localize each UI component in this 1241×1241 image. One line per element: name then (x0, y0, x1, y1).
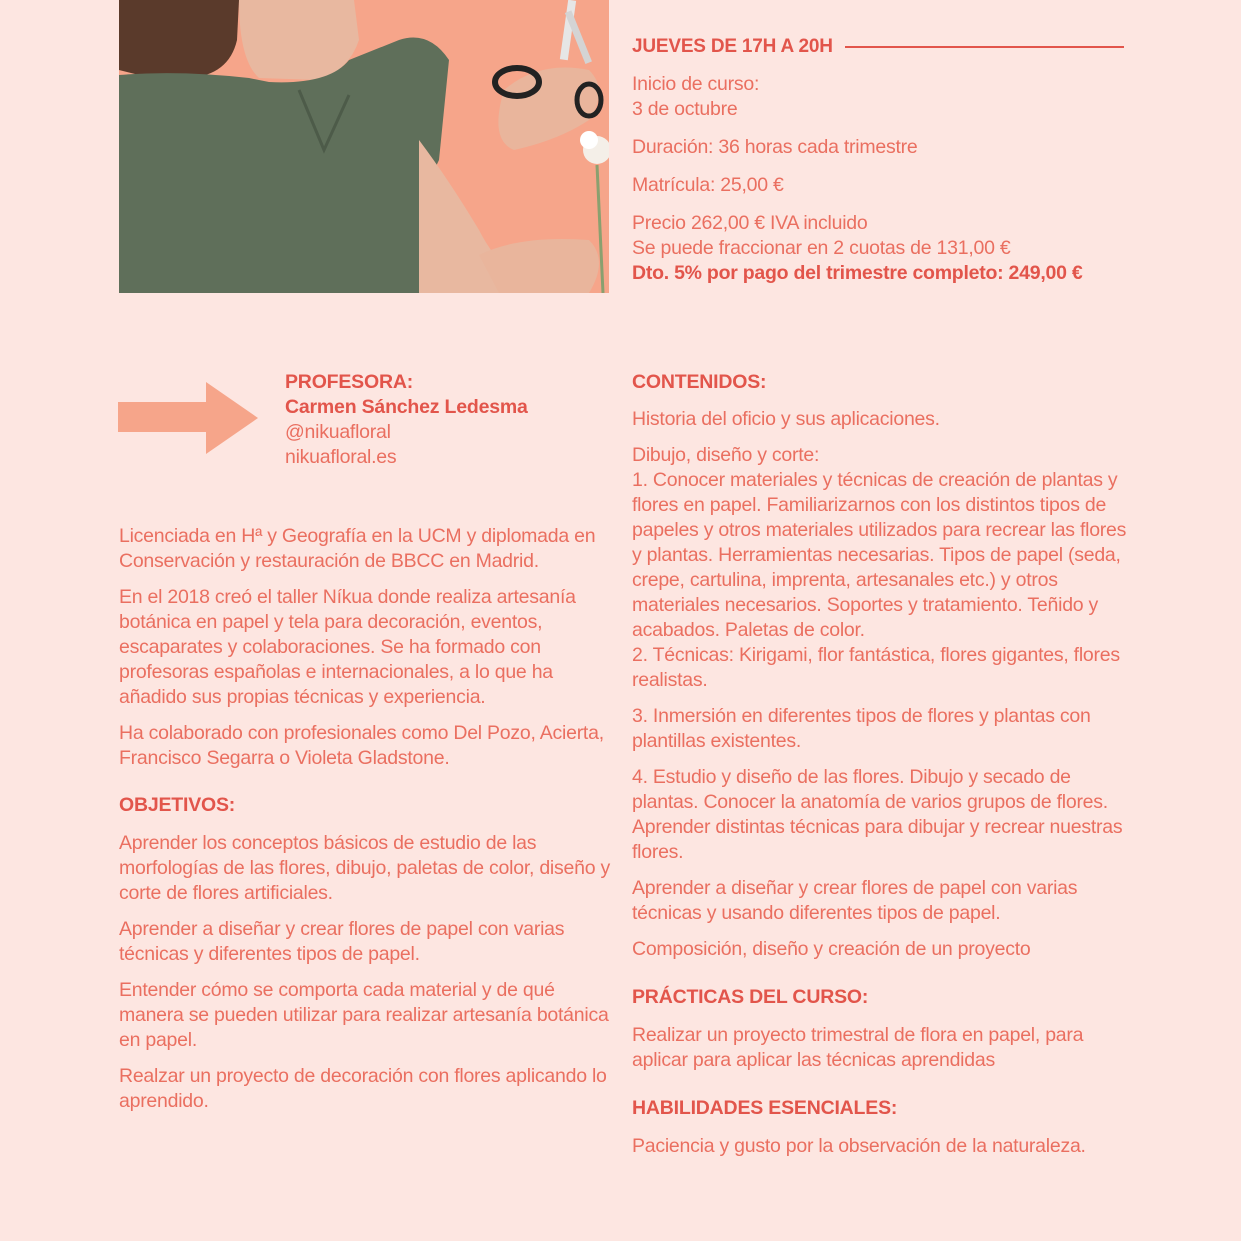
start-label: Inicio de curso: (632, 73, 760, 95)
course-photo (119, 0, 609, 293)
bio-and-objectives (119, 524, 614, 1114)
teacher-handle[interactable]: @nikuafloral (285, 421, 391, 443)
skills-text: Paciencia y gusto por la observación de la naturaleza. (632, 1135, 1086, 1157)
schedule-heading-label: JUEVES DE 17H A 20H (632, 36, 833, 57)
contents-item: 3. Inmersión en diferentes tipos de flores y plantas con plantillas existentes. (632, 705, 1091, 752)
contents-item: 4. Estudio y diseño de las flores. Dibujo y secado de plantas. Conocer la anatomía de varios grupos de flores. Aprender distintas técnicas para dibujar y recrear nuestras flores. (632, 766, 1123, 863)
contents-item: Historia del oficio y sus aplicaciones. (632, 408, 940, 430)
contents-item: Dibujo, diseño y corte: 1. Conocer materiales y técnicas de creación de plantas y flores en papel. Familiarizarnos con los distintos tipos de papeles y otros materiales utilizados para recrear las flores y plantas. Herramientas necesarias. Tipos de papel (seda, crepe, cartulina, imprenta, artesanales etc.) y otros materiales necesarios. Soportes y tratamiento. Teñido y acabados. Paletas de color. 2. Técnicas: Kirigami, flor fantástica, flores gigantes, flores realistas. (632, 444, 1127, 691)
practices-heading: PRÁCTICAS DEL CURSO: (632, 986, 869, 1008)
installments: Se puede fraccionar en 2 cuotas de 131,00 € (632, 237, 1011, 259)
teacher-website[interactable]: nikuafloral.es (285, 446, 397, 468)
start-date: 3 de octubre (632, 98, 738, 120)
heading-rule (845, 46, 1124, 48)
bio-paragraph: Ha colaborado con profesionales como Del Pozo, Acierta, Francisco Segarra o Violeta Gladstone. (119, 722, 604, 769)
teacher-heading: PROFESORA: (285, 371, 414, 393)
objective-item: Entender cómo se comporta cada material y de qué manera se pueden utilizar para realizar artesanía botánica en papel. (119, 979, 609, 1051)
course-contents (632, 370, 1127, 1159)
contents-item: Aprender a diseñar y crear flores de papel con varias técnicas y usando diferentes tipos de papel. (632, 877, 1078, 924)
objective-item: Aprender los conceptos básicos de estudio de las morfologías de las flores, dibujo, paletas de color, diseño y corte de flores artificiales. (119, 832, 610, 904)
discount: Dto. 5% por pago del trimestre completo: 249,00 € (632, 262, 1083, 284)
price: Precio 262,00 € IVA incluido (632, 212, 868, 234)
contents-item: Composición, diseño y creación de un proyecto (632, 938, 1031, 960)
registration-fee: Matrícula: 25,00 € (632, 174, 784, 196)
bio-paragraph: En el 2018 creó el taller Níkua donde realiza artesanía botánica en papel y tela para decoración, eventos, escaparates y colaboraciones. Se ha formado con profesoras españolas e internacionales, a lo que ha añadido sus propias técnicas y experiencia. (119, 586, 576, 708)
schedule-heading (632, 36, 1124, 58)
practices-text: Realizar un proyecto trimestral de flora en papel, para aplicar para aplicar las técnicas aprendidas (632, 1024, 1084, 1071)
duration: Duración: 36 horas cada trimestre (632, 136, 918, 158)
skills-heading: HABILIDADES ESENCIALES: (632, 1097, 898, 1119)
teacher-info (285, 370, 615, 470)
schedule-details (632, 72, 1127, 286)
contents-heading: CONTENIDOS: (632, 371, 767, 393)
arrow-right-icon (118, 382, 258, 454)
bio-paragraph: Licenciada en Hª y Geografía en la UCM y diplomada en Conservación y restauración de BBCC en Madrid. (119, 525, 596, 572)
objective-item: Aprender a diseñar y crear flores de papel con varias técnicas y diferentes tipos de papel. (119, 918, 565, 965)
objectives-heading: OBJETIVOS: (119, 794, 236, 816)
teacher-name: Carmen Sánchez Ledesma (285, 396, 528, 418)
objective-item: Realzar un proyecto de decoración con flores aplicando lo aprendido. (119, 1065, 607, 1112)
